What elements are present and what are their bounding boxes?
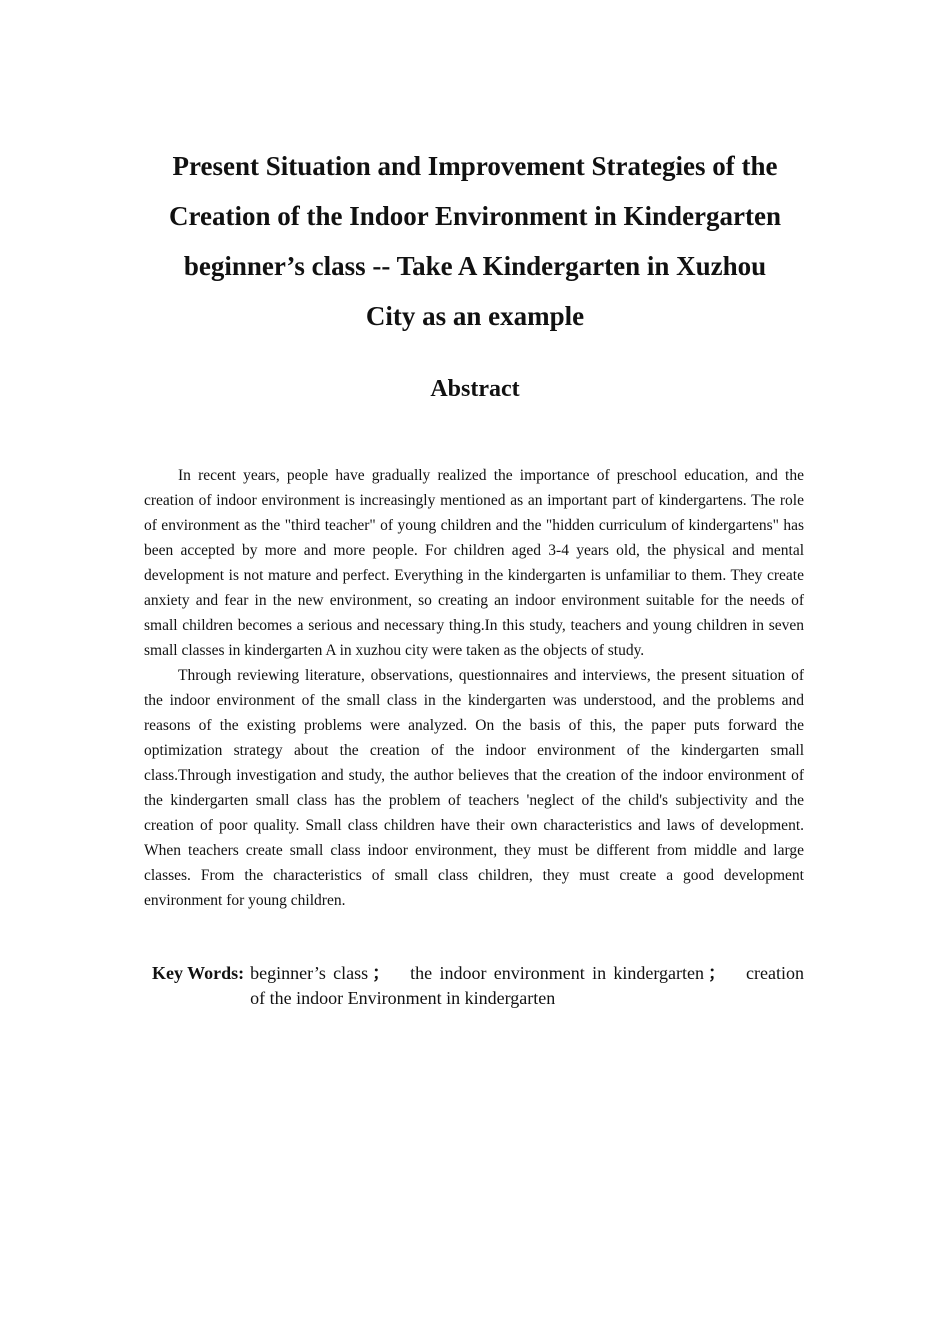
abstract-paragraph: Through reviewing literature, observations, questionnaires and interviews, the present situation of the indoor environment of the small class in the kindergarten was understood, and the problems and reasons of the existing problems were analyzed. On the basis of this, the paper puts forward the optimization strategy about the creation of the indoor environment of the kindergarten small class.Through investigation and study, the author believes that the creation of the indoor environment of the kindergarten small class has the problem of teachers 'neglect of the child's subjectivity and the creation of poor quality. Small class children have their own characteristics and laws of development. When teachers create small class indoor environment, they must be different from middle and large classes. From the characteristics of small class children, they must create a good development environment for young children. xyxy=(144,667,804,909)
title-line: Present Situation and Improvement Strategies of the xyxy=(172,151,778,181)
title-line: City as an example xyxy=(365,301,585,331)
keyword-item: the indoor environment in kindergarten xyxy=(410,963,705,983)
abstract-heading: Abstract xyxy=(430,376,520,402)
keywords-section xyxy=(152,961,804,1011)
title-line: Creation of the Indoor Environment in Kindergarten xyxy=(168,201,782,231)
keyword-separator: ； xyxy=(708,963,727,983)
abstract-body xyxy=(144,463,804,913)
keyword-item: creation of the indoor Environment in kindergarten xyxy=(250,963,804,1008)
keyword-separator: ； xyxy=(372,963,391,983)
abstract-paragraph: In recent years, people have gradually realized the importance of preschool education, and the creation of indoor environment is increasingly mentioned as an important part of kindergartens. The role of environment as the "third teacher" of young children and the "hidden curriculum of kindergartens" has been accepted by more and more people. For children aged 3-4 years old, the physical and mental development is not mature and perfect. Everything in the kindergarten is unfamiliar to them. They create anxiety and fear in the new environment, so creating an indoor environment suitable for the needs of small children becomes a serious and necessary thing.In this study, teachers and young children in seven small classes in kindergarten A in xuzhou city were taken as the objects of study. xyxy=(144,467,804,659)
paper-title xyxy=(130,141,820,341)
keywords-list xyxy=(250,961,804,1011)
title-line: beginner’s class -- Take A Kindergarten in Xuzhou xyxy=(183,251,767,281)
keywords-label: Key Words: xyxy=(152,963,245,983)
keyword-item: beginner’s class xyxy=(250,963,369,983)
